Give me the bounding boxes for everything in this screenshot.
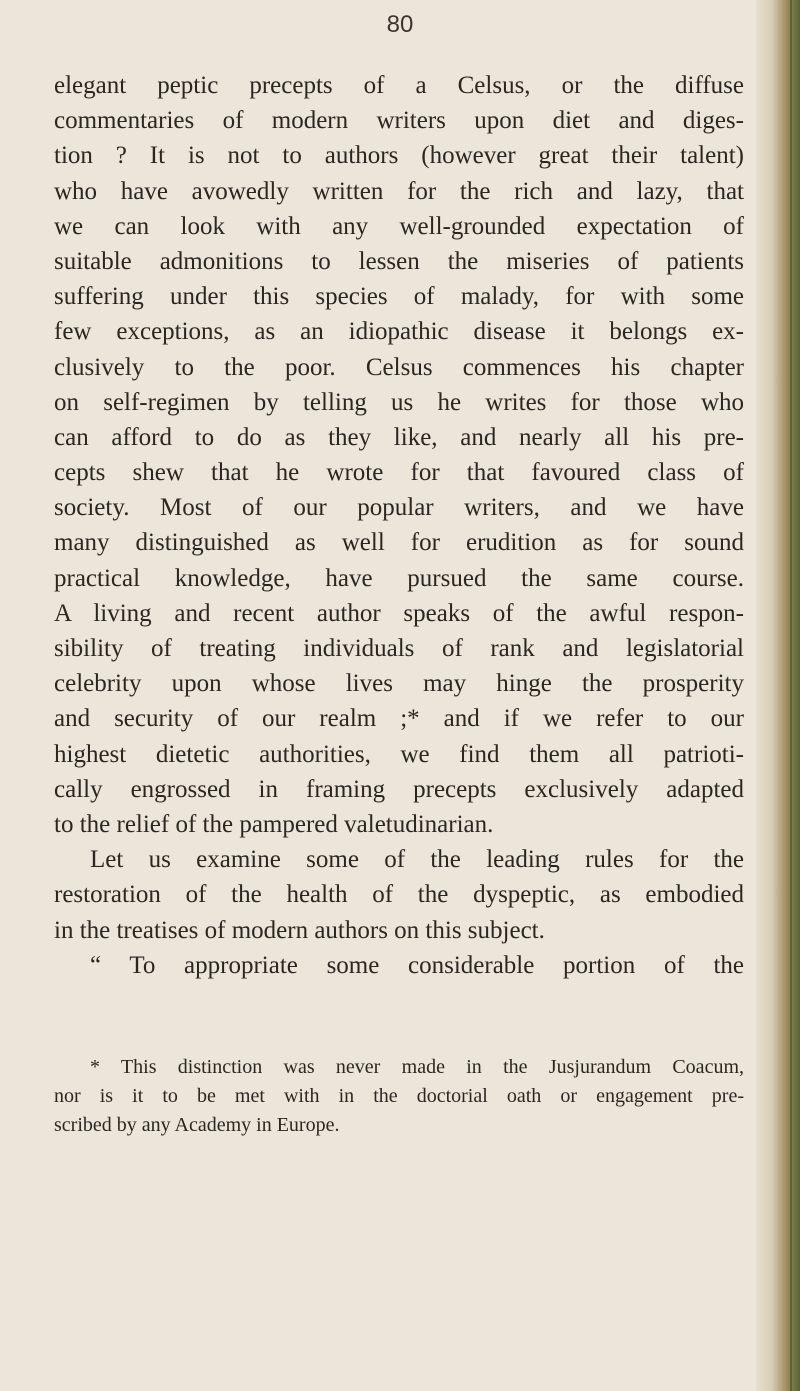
text-line: and security of our realm ;* and if we refer to our: [54, 705, 744, 733]
text-line: tion ? It is not to authors (however great their talent): [54, 142, 744, 170]
binding-edge: [790, 0, 792, 1391]
text-line: highest dietetic authorities, we find them all patrioti-: [54, 740, 744, 768]
text-line: cally engrossed in framing precepts exclusively adapted: [54, 775, 744, 803]
text-line: “ To appropriate some considerable portion of the: [90, 951, 744, 979]
body-text: [54, 68, 744, 983]
text-line: suitable admonitions to lessen the miseries of patients: [54, 247, 744, 275]
footnote: [54, 1053, 744, 1140]
binding-gutter: [756, 0, 800, 1391]
text-line: practical knowledge, have pursued the same course.: [54, 564, 744, 592]
text-line: many distinguished as well for erudition as for sound: [54, 529, 744, 557]
text-line: clusively to the poor. Celsus commences his chapter: [54, 353, 744, 381]
text-line: who have avowedly written for the rich and lazy, that: [54, 177, 744, 205]
text-line: society. Most of our popular writers, and we have: [54, 494, 744, 522]
text-line: celebrity upon whose lives may hinge the prosperity: [54, 670, 744, 698]
text-line: cepts shew that he wrote for that favoured class of: [54, 459, 744, 487]
text-line: on self-regimen by telling us he writes for those who: [54, 388, 744, 416]
footnote-line: scribed by any Academy in Europe.: [54, 1114, 340, 1136]
text-line: to the relief of the pampered valetudinarian.: [54, 810, 494, 838]
text-line: in the treatises of modern authors on this subject.: [54, 916, 545, 944]
footnote-line: * This distinction was never made in the Jusjurandum Coacum,: [90, 1056, 744, 1078]
text-line: we can look with any well-grounded expectation of: [54, 212, 744, 240]
footnote-line: nor is it to be met with in the doctorial oath or engagement pre-: [54, 1085, 744, 1107]
text-line: restoration of the health of the dyspeptic, as embodied: [54, 881, 744, 909]
text-line: few exceptions, as an idiopathic disease it belongs ex-: [54, 318, 744, 346]
text-line: sibility of treating individuals of rank and legislatorial: [54, 635, 744, 662]
text-line: can afford to do as they like, and nearly all his pre-: [54, 423, 744, 451]
text-line: A living and recent author speaks of the awful respon-: [54, 599, 744, 627]
text-line: elegant peptic precepts of a Celsus, or the diffuse: [54, 72, 744, 99]
text-line: Let us examine some of the leading rules for the: [90, 846, 744, 874]
text-line: commentaries of modern writers upon diet and diges-: [54, 107, 744, 135]
text-line: suffering under this species of malady, for with some: [54, 283, 744, 311]
page-number: 80: [386, 11, 414, 38]
